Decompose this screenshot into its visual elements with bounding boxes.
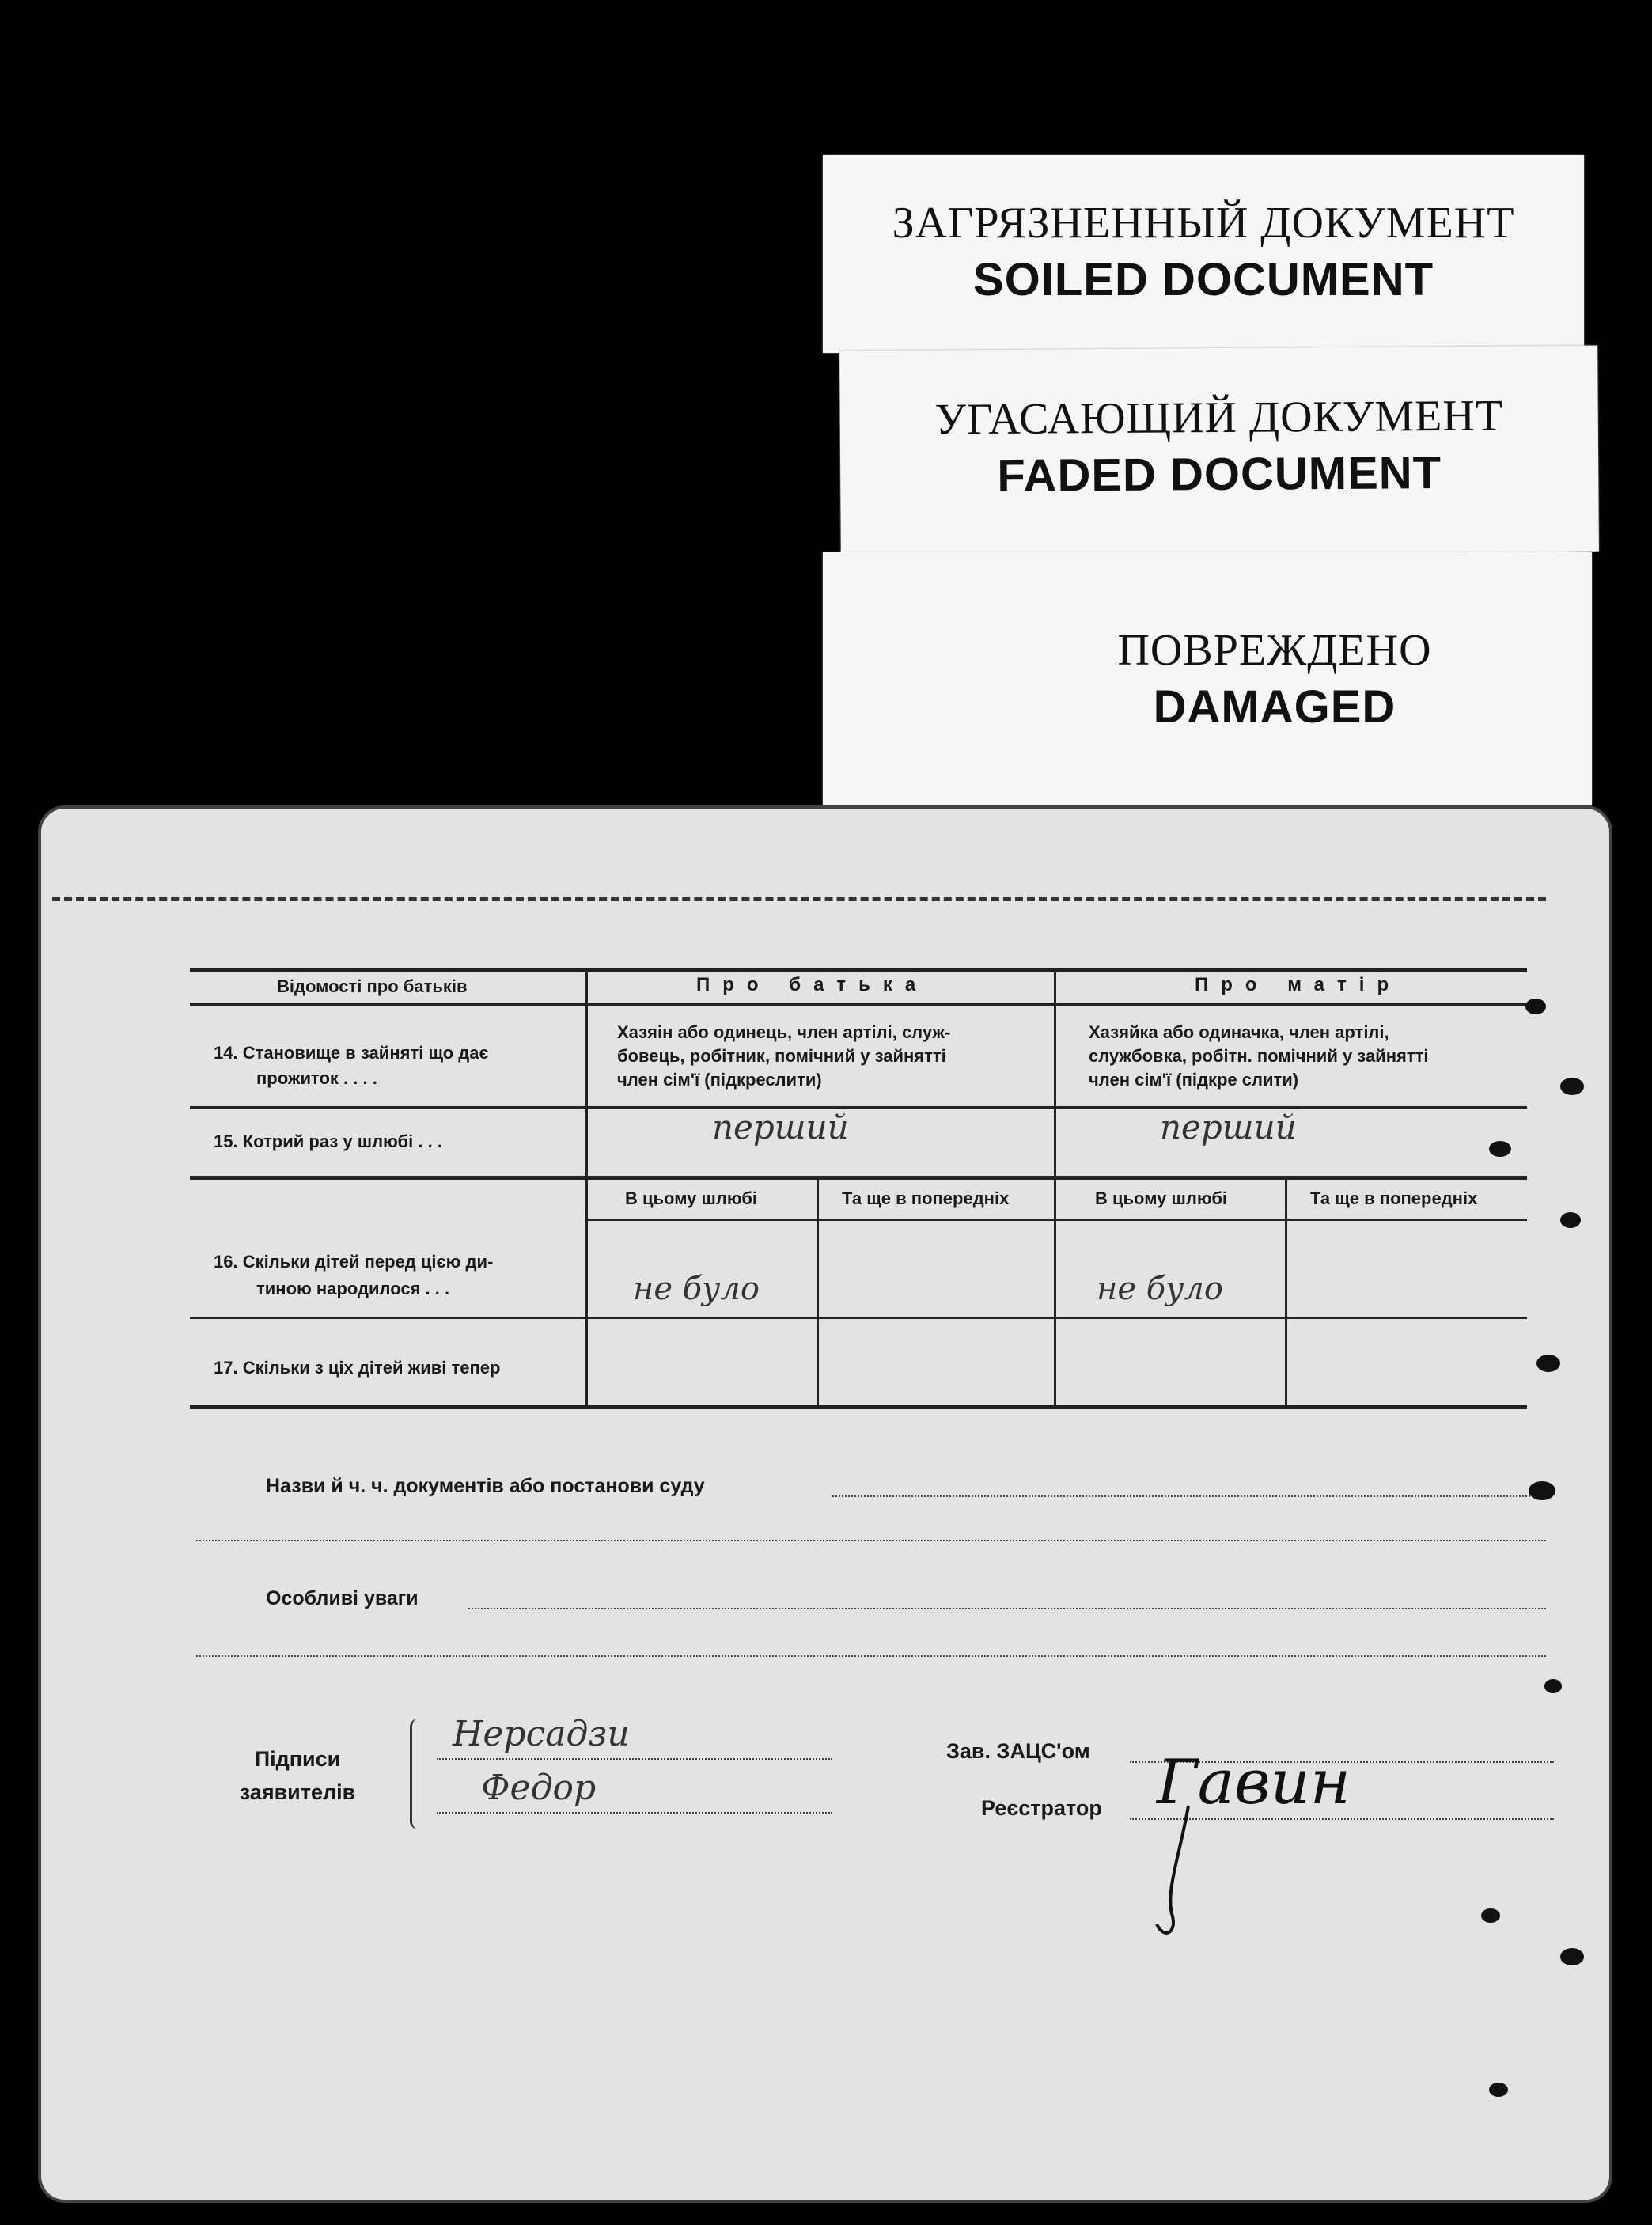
row14-label-2: прожиток . . . . <box>256 1068 377 1088</box>
row15-label: 15. Котрий раз у шлюбі . . . <box>214 1131 442 1151</box>
table-header-divider <box>190 1003 1527 1006</box>
row14-label-1: 14. Становище в зайняті що дає <box>214 1043 489 1063</box>
subheader-divider <box>585 1219 1527 1221</box>
signature-line-1 <box>437 1758 832 1760</box>
soiled-label-ru: ЗАГРЯЗНЕННЫЙ ДОКУМЕНТ <box>892 199 1515 248</box>
soiled-document-label <box>823 155 1584 353</box>
col-divider-mother-sub <box>1285 1176 1287 1408</box>
documents-line-1 <box>832 1495 1546 1497</box>
remarks-line-1 <box>468 1608 1546 1609</box>
remarks-line-2 <box>196 1655 1546 1657</box>
faded-label-ru: УГАСАЮЩИЙ ДОКУМЕНТ <box>934 391 1504 445</box>
damage-spot <box>1489 2083 1508 2097</box>
table-top-border <box>190 968 1527 972</box>
col-divider-father-sub <box>817 1176 819 1408</box>
row16-label-2: тиною народилося . . . <box>256 1279 450 1298</box>
damage-spot <box>1525 999 1546 1014</box>
registrar-signature: Гавин <box>1157 1747 1351 1818</box>
row16-mother-value: не було <box>1097 1271 1223 1307</box>
row14-mother-1: Хазяйка або одиначка, член артілі, <box>1089 1022 1389 1042</box>
table-bottom-border <box>190 1405 1527 1409</box>
head-label: Зав. ЗАЦС'ом <box>946 1739 1090 1763</box>
damage-spot <box>1560 1948 1584 1965</box>
row14-mother-3: член сім'ї (підкре слити) <box>1089 1070 1299 1090</box>
damage-spot <box>1544 1679 1562 1693</box>
header-father: Про батька <box>696 974 929 995</box>
damaged-label-ru: ПОВРЕЖДЕНО <box>1117 626 1432 675</box>
damage-spot <box>1489 1141 1511 1157</box>
father-sub-previous: Та ще в попередніх <box>842 1188 1010 1208</box>
damage-spot <box>1536 1355 1560 1372</box>
remarks-label: Особливі уваги <box>266 1587 419 1609</box>
signatures-label-2: заявителів <box>239 1780 356 1804</box>
header-mother: Про матір <box>1195 974 1402 995</box>
damaged-label-en: DAMAGED <box>1153 681 1396 733</box>
registrar-label: Реєстратор <box>981 1796 1102 1820</box>
col-divider-1 <box>585 968 588 1408</box>
parents-info-table <box>190 968 1527 1408</box>
mother-sub-this: В цьому шлюбі <box>1095 1188 1228 1208</box>
applicant-signature-1: Нерсадзи <box>453 1714 630 1754</box>
row15-father-value: перший <box>712 1108 849 1147</box>
soiled-label-en: SOILED DOCUMENT <box>972 254 1434 305</box>
damage-spot <box>1529 1481 1555 1500</box>
row16-divider <box>190 1317 1527 1319</box>
father-sub-this: В цьому шлюбі <box>625 1188 758 1208</box>
damage-spot <box>1560 1212 1581 1228</box>
documents-line-2 <box>196 1540 1546 1541</box>
signature-line-2 <box>437 1812 832 1814</box>
row14-father-1: Хазяін або одинець, член артілі, служ- <box>617 1022 951 1042</box>
documents-label: Назви й ч. ч. документів або постанови суду <box>266 1475 705 1497</box>
damage-spot <box>1481 1908 1500 1923</box>
mother-sub-previous: Та ще в попередніх <box>1310 1188 1478 1208</box>
perforation-line <box>52 897 1546 901</box>
damage-spot <box>1560 1078 1584 1095</box>
row14-divider <box>190 1106 1527 1109</box>
row16-label-1: 16. Скільки дітей перед цією ди- <box>214 1252 494 1272</box>
col-divider-2 <box>1054 968 1056 1408</box>
faded-document-label <box>839 346 1599 557</box>
row14-father-2: бовець, робітник, помічний у зайнятті <box>617 1046 946 1066</box>
row15-mother-value: перший <box>1160 1108 1297 1147</box>
applicant-signature-2: Федор <box>481 1768 597 1808</box>
row17-label: 17. Скільки з ціх дітей живі тепер <box>214 1358 501 1378</box>
header-parents-info: Відомості про батьків <box>277 976 468 996</box>
registration-card <box>38 805 1612 2203</box>
row14-mother-2: службовка, робітн. помічний у зайнятті <box>1089 1046 1429 1066</box>
row14-father-3: член сім'ї (підкреслити) <box>617 1070 822 1090</box>
faded-label-en: FADED DOCUMENT <box>997 447 1442 502</box>
row16-father-value: не було <box>633 1271 760 1307</box>
signatures-brace <box>410 1719 426 1829</box>
signatures-label-1: Підписи <box>254 1747 341 1771</box>
row15-divider <box>190 1176 1527 1180</box>
signature-flourish <box>1133 1790 1260 1948</box>
damaged-document-label <box>823 552 1592 805</box>
